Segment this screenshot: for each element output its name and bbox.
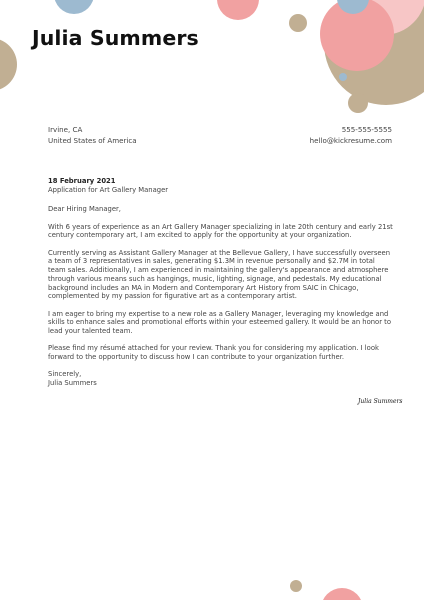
handwritten-signature: Julia Summers (358, 398, 403, 405)
decor-circle-tan-medium (348, 93, 368, 113)
letter-body (48, 177, 394, 396)
decor-circle-tan-bottom (290, 580, 302, 592)
letter-subject: Application for Art Gallery Manager (48, 185, 169, 194)
letter-paragraph-4: Please find my résumé attached for your review. Thank you for considering my application. I look forward to the opportunity to discuss how I can contribute to your organization further. (48, 344, 379, 361)
letter-closing (48, 370, 394, 387)
letter-date: 18 February 2021 (48, 177, 116, 185)
decor-circle-blue-top-left (54, 0, 94, 14)
decor-circle-tan-left (0, 38, 17, 91)
email-address: hello@kickresume.com (309, 135, 392, 145)
letter-paragraph-3: I am eager to bring my expertise to a new role as a Gallery Manager, leveraging my knowledge and skills to enhance sales and promotional efforts within your esteemed gallery. It would be an honor to lead your talented team. (48, 309, 391, 335)
contact-block (310, 125, 392, 146)
decor-circle-blue-tiny (339, 73, 347, 81)
decor-circle-coral-top (217, 0, 259, 20)
phone-number: 555-555-5555 (341, 125, 392, 134)
letter-paragraph-2: Currently serving as Assistant Gallery Manager at the Bellevue Gallery, I have successfully overseen a team of 3 representatives in sales, generating $1.3M in revenue personally and $2.7M in total team sales. Additionally, I am experienced in maintaining the gallery's appearance and atmosphere through various means such as hangings, music, lighting, signage, and pedestals. My educational background includes an MA in Modern and Contemporary Art History from SAIC in Chicago, complemented by my passion for figurative art as a contemporary artist. (48, 248, 391, 301)
letter-greeting: Dear Hiring Manager, (48, 205, 121, 214)
address-block (48, 125, 137, 146)
closing-phrase: Sincerely, (48, 370, 82, 379)
closing-name: Julia Summers (48, 378, 97, 387)
letter-paragraph-1: With 6 years of experience as an Art Gallery Manager specializing in late 20th century and early 21st century contemporary art, I am excited to apply for the opportunity at your organization. (48, 222, 393, 240)
address-city: Irvine, CA (48, 125, 83, 134)
decor-circle-tan-small-top (289, 14, 307, 32)
address-country: United States of America (48, 135, 137, 145)
applicant-name: Julia Summers (32, 26, 199, 50)
decor-circle-coral-bottom (321, 588, 363, 600)
